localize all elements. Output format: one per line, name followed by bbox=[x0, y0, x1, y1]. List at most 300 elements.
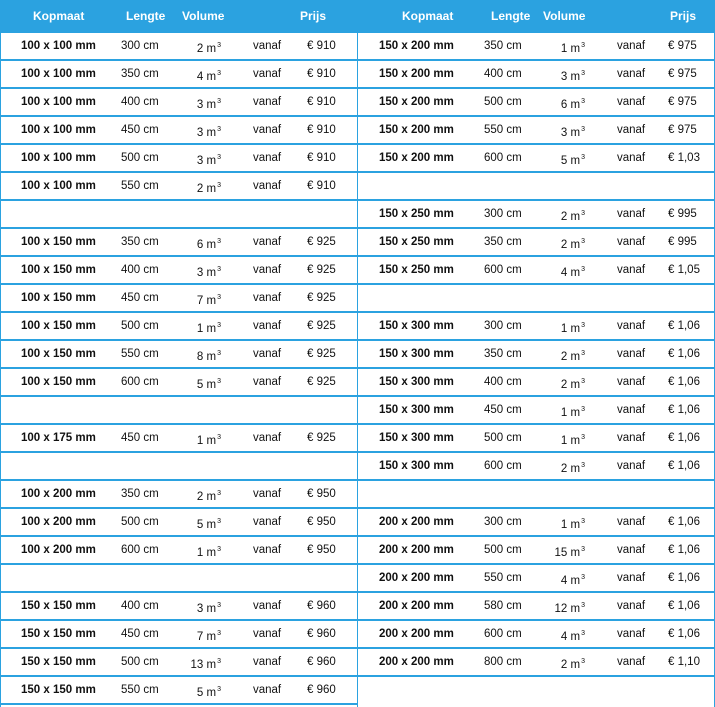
lengte-cell: 600 cm bbox=[484, 152, 522, 164]
lengte-cell: 300 cm bbox=[484, 320, 522, 332]
kopmaat-cell: 100 x 150 mm bbox=[21, 320, 96, 332]
kopmaat-cell: 150 x 300 mm bbox=[379, 376, 454, 388]
kopmaat-cell: 100 x 150 mm bbox=[21, 376, 96, 388]
cubic-exponent: 3 bbox=[217, 126, 221, 133]
vanaf-cell: vanaf bbox=[617, 432, 646, 444]
volume-value: 7 m bbox=[196, 631, 217, 643]
cubic-exponent: 3 bbox=[581, 322, 585, 329]
volume-cell bbox=[561, 145, 585, 171]
volume-value: 15 m bbox=[554, 547, 581, 559]
kopmaat-cell: 100 x 100 mm bbox=[21, 40, 96, 52]
table-header bbox=[0, 0, 715, 33]
kopmaat-cell: 150 x 300 mm bbox=[379, 320, 454, 332]
table-row bbox=[358, 369, 714, 397]
volume-cell bbox=[197, 341, 221, 367]
table-row bbox=[358, 117, 714, 145]
prijs-cell: € 975 bbox=[668, 124, 697, 136]
table-row bbox=[1, 649, 357, 677]
cubic-exponent: 3 bbox=[217, 490, 221, 497]
table-row bbox=[1, 229, 357, 257]
cubic-exponent: 3 bbox=[581, 406, 585, 413]
volume-value: 8 m bbox=[196, 351, 217, 363]
vanaf-cell: vanaf bbox=[617, 208, 646, 220]
vanaf-cell: vanaf bbox=[253, 320, 282, 332]
table-row bbox=[358, 145, 714, 173]
kopmaat-cell: 150 x 200 mm bbox=[379, 96, 454, 108]
volume-cell bbox=[561, 89, 585, 115]
prijs-cell: € 910 bbox=[307, 124, 336, 136]
table-row bbox=[358, 201, 714, 229]
table-row bbox=[358, 341, 714, 369]
table-row bbox=[1, 341, 357, 369]
lengte-cell: 450 cm bbox=[121, 628, 159, 640]
vanaf-cell: vanaf bbox=[253, 656, 282, 668]
cubic-exponent: 3 bbox=[217, 238, 221, 245]
header-prijs-right: Prijs bbox=[670, 9, 697, 23]
volume-cell bbox=[561, 33, 585, 59]
lengte-cell: 350 cm bbox=[121, 68, 159, 80]
kopmaat-cell: 100 x 150 mm bbox=[21, 292, 96, 304]
volume-cell bbox=[561, 565, 585, 591]
lengte-cell: 450 cm bbox=[484, 404, 522, 416]
prijs-cell: € 975 bbox=[668, 96, 697, 108]
cubic-exponent: 3 bbox=[217, 434, 221, 441]
cubic-exponent: 3 bbox=[581, 546, 585, 553]
volume-value: 3 m bbox=[196, 603, 217, 615]
prijs-cell: € 950 bbox=[307, 488, 336, 500]
cubic-exponent: 3 bbox=[217, 154, 221, 161]
table-row bbox=[1, 89, 357, 117]
kopmaat-cell: 100 x 100 mm bbox=[21, 96, 96, 108]
prijs-cell: € 910 bbox=[307, 180, 336, 192]
volume-value: 2 m bbox=[196, 183, 217, 195]
kopmaat-cell: 100 x 200 mm bbox=[21, 488, 96, 500]
cubic-exponent: 3 bbox=[581, 70, 585, 77]
kopmaat-cell: 150 x 250 mm bbox=[379, 264, 454, 276]
prijs-cell: € 950 bbox=[307, 516, 336, 528]
volume-cell bbox=[197, 61, 221, 87]
volume-cell bbox=[197, 369, 221, 395]
table-row-empty bbox=[1, 201, 357, 229]
kopmaat-cell: 150 x 200 mm bbox=[379, 68, 454, 80]
lengte-cell: 400 cm bbox=[121, 96, 159, 108]
vanaf-cell: vanaf bbox=[253, 544, 282, 556]
volume-value: 2 m bbox=[560, 239, 581, 251]
volume-value: 1 m bbox=[560, 43, 581, 55]
vanaf-cell: vanaf bbox=[253, 684, 282, 696]
vanaf-cell: vanaf bbox=[253, 376, 282, 388]
volume-cell bbox=[197, 257, 221, 283]
vanaf-cell: vanaf bbox=[617, 68, 646, 80]
kopmaat-cell: 150 x 300 mm bbox=[379, 460, 454, 472]
table-row bbox=[1, 425, 357, 453]
lengte-cell: 600 cm bbox=[484, 628, 522, 640]
table-row bbox=[358, 537, 714, 565]
vanaf-cell: vanaf bbox=[617, 96, 646, 108]
table-row-empty bbox=[358, 285, 714, 313]
lengte-cell: 350 cm bbox=[484, 40, 522, 52]
volume-value: 1 m bbox=[196, 547, 217, 559]
lengte-cell: 500 cm bbox=[484, 544, 522, 556]
lengte-cell: 400 cm bbox=[484, 68, 522, 80]
vanaf-cell: vanaf bbox=[617, 320, 646, 332]
table-row bbox=[1, 621, 357, 649]
volume-value: 2 m bbox=[560, 351, 581, 363]
kopmaat-cell: 100 x 200 mm bbox=[21, 544, 96, 556]
prijs-cell: € 1,06 bbox=[668, 628, 700, 640]
vanaf-cell: vanaf bbox=[617, 544, 646, 556]
volume-value: 1 m bbox=[196, 323, 217, 335]
kopmaat-cell: 150 x 150 mm bbox=[21, 600, 96, 612]
kopmaat-cell: 150 x 300 mm bbox=[379, 432, 454, 444]
cubic-exponent: 3 bbox=[217, 518, 221, 525]
lengte-cell: 500 cm bbox=[121, 152, 159, 164]
volume-value: 2 m bbox=[560, 463, 581, 475]
prijs-cell: € 950 bbox=[307, 544, 336, 556]
prijs-cell: € 925 bbox=[307, 292, 336, 304]
cubic-exponent: 3 bbox=[581, 574, 585, 581]
volume-value: 7 m bbox=[196, 295, 217, 307]
vanaf-cell: vanaf bbox=[253, 600, 282, 612]
kopmaat-cell: 200 x 200 mm bbox=[379, 628, 454, 640]
table-row bbox=[1, 285, 357, 313]
table-row bbox=[1, 117, 357, 145]
kopmaat-cell: 150 x 200 mm bbox=[379, 124, 454, 136]
prijs-cell: € 1,06 bbox=[668, 376, 700, 388]
volume-value: 4 m bbox=[196, 71, 217, 83]
table-row bbox=[1, 313, 357, 341]
cubic-exponent: 3 bbox=[581, 238, 585, 245]
volume-value: 3 m bbox=[560, 127, 581, 139]
prijs-cell: € 960 bbox=[307, 656, 336, 668]
volume-value: 5 m bbox=[196, 687, 217, 699]
prijs-cell: € 925 bbox=[307, 236, 336, 248]
lengte-cell: 550 cm bbox=[121, 348, 159, 360]
vanaf-cell: vanaf bbox=[617, 572, 646, 584]
volume-value: 1 m bbox=[560, 435, 581, 447]
lengte-cell: 450 cm bbox=[121, 432, 159, 444]
prijs-cell: € 1,06 bbox=[668, 320, 700, 332]
vanaf-cell: vanaf bbox=[253, 264, 282, 276]
vanaf-cell: vanaf bbox=[253, 68, 282, 80]
cubic-exponent: 3 bbox=[581, 462, 585, 469]
cubic-exponent: 3 bbox=[581, 210, 585, 217]
cubic-exponent: 3 bbox=[581, 266, 585, 273]
volume-value: 4 m bbox=[560, 575, 581, 587]
cubic-exponent: 3 bbox=[581, 98, 585, 105]
vanaf-cell: vanaf bbox=[617, 236, 646, 248]
volume-cell bbox=[197, 509, 221, 535]
cubic-exponent: 3 bbox=[217, 602, 221, 609]
right-table bbox=[357, 33, 715, 707]
volume-cell bbox=[561, 509, 585, 535]
lengte-cell: 550 cm bbox=[484, 124, 522, 136]
volume-value: 2 m bbox=[560, 211, 581, 223]
prijs-cell: € 925 bbox=[307, 432, 336, 444]
cubic-exponent: 3 bbox=[581, 518, 585, 525]
kopmaat-cell: 150 x 150 mm bbox=[21, 656, 96, 668]
volume-cell bbox=[561, 369, 585, 395]
cubic-exponent: 3 bbox=[217, 182, 221, 189]
cubic-exponent: 3 bbox=[217, 322, 221, 329]
volume-cell bbox=[561, 341, 585, 367]
kopmaat-cell: 100 x 150 mm bbox=[21, 348, 96, 360]
volume-cell bbox=[197, 33, 221, 59]
volume-cell bbox=[561, 453, 585, 479]
cubic-exponent: 3 bbox=[217, 686, 221, 693]
lengte-cell: 350 cm bbox=[484, 348, 522, 360]
volume-cell bbox=[561, 649, 585, 675]
prijs-cell: € 925 bbox=[307, 264, 336, 276]
table-row bbox=[1, 481, 357, 509]
volume-cell bbox=[561, 621, 585, 647]
lengte-cell: 500 cm bbox=[121, 516, 159, 528]
volume-cell bbox=[197, 89, 221, 115]
volume-cell bbox=[561, 425, 585, 451]
vanaf-cell: vanaf bbox=[617, 124, 646, 136]
cubic-exponent: 3 bbox=[581, 42, 585, 49]
prijs-cell: € 975 bbox=[668, 68, 697, 80]
vanaf-cell: vanaf bbox=[253, 124, 282, 136]
volume-value: 1 m bbox=[560, 407, 581, 419]
volume-cell bbox=[561, 117, 585, 143]
table-row bbox=[358, 565, 714, 593]
prijs-cell: € 960 bbox=[307, 684, 336, 696]
table-row-empty bbox=[1, 397, 357, 425]
table-row bbox=[358, 621, 714, 649]
vanaf-cell: vanaf bbox=[253, 40, 282, 52]
kopmaat-cell: 150 x 300 mm bbox=[379, 404, 454, 416]
vanaf-cell: vanaf bbox=[617, 460, 646, 472]
volume-value: 1 m bbox=[196, 435, 217, 447]
volume-cell bbox=[555, 537, 585, 563]
cubic-exponent: 3 bbox=[581, 350, 585, 357]
table-row bbox=[358, 61, 714, 89]
table-row bbox=[358, 33, 714, 61]
cubic-exponent: 3 bbox=[581, 434, 585, 441]
vanaf-cell: vanaf bbox=[617, 40, 646, 52]
cubic-exponent: 3 bbox=[217, 630, 221, 637]
lengte-cell: 600 cm bbox=[484, 264, 522, 276]
prijs-cell: € 960 bbox=[307, 600, 336, 612]
table-row bbox=[1, 537, 357, 565]
cubic-exponent: 3 bbox=[217, 546, 221, 553]
vanaf-cell: vanaf bbox=[253, 348, 282, 360]
volume-value: 5 m bbox=[196, 519, 217, 531]
header-volume-right: Volume bbox=[543, 9, 586, 23]
volume-cell bbox=[197, 593, 221, 619]
table-row-empty bbox=[358, 481, 714, 509]
kopmaat-cell: 200 x 200 mm bbox=[379, 600, 454, 612]
left-table bbox=[0, 33, 358, 707]
table-row bbox=[358, 89, 714, 117]
vanaf-cell: vanaf bbox=[617, 404, 646, 416]
table-row-empty bbox=[358, 173, 714, 201]
lengte-cell: 400 cm bbox=[121, 264, 159, 276]
prijs-cell: € 1,06 bbox=[668, 572, 700, 584]
vanaf-cell: vanaf bbox=[617, 152, 646, 164]
volume-value: 3 m bbox=[196, 127, 217, 139]
volume-value: 3 m bbox=[196, 155, 217, 167]
volume-cell bbox=[197, 117, 221, 143]
volume-value: 3 m bbox=[560, 71, 581, 83]
header-volume-left: Volume bbox=[182, 9, 225, 23]
cubic-exponent: 3 bbox=[217, 294, 221, 301]
cubic-exponent: 3 bbox=[581, 658, 585, 665]
lengte-cell: 600 cm bbox=[121, 544, 159, 556]
table-row bbox=[358, 649, 714, 677]
volume-cell bbox=[561, 313, 585, 339]
kopmaat-cell: 150 x 250 mm bbox=[379, 208, 454, 220]
lengte-cell: 500 cm bbox=[121, 656, 159, 668]
volume-cell bbox=[197, 145, 221, 171]
volume-value: 4 m bbox=[560, 267, 581, 279]
vanaf-cell: vanaf bbox=[617, 656, 646, 668]
volume-value: 2 m bbox=[196, 491, 217, 503]
lengte-cell: 550 cm bbox=[121, 684, 159, 696]
kopmaat-cell: 100 x 150 mm bbox=[21, 236, 96, 248]
prijs-cell: € 1,06 bbox=[668, 544, 700, 556]
lengte-cell: 350 cm bbox=[484, 236, 522, 248]
lengte-cell: 300 cm bbox=[484, 208, 522, 220]
volume-cell bbox=[197, 537, 221, 563]
vanaf-cell: vanaf bbox=[253, 292, 282, 304]
table-row bbox=[358, 257, 714, 285]
table-row bbox=[1, 369, 357, 397]
kopmaat-cell: 150 x 200 mm bbox=[379, 152, 454, 164]
kopmaat-cell: 200 x 200 mm bbox=[379, 544, 454, 556]
cubic-exponent: 3 bbox=[217, 658, 221, 665]
vanaf-cell: vanaf bbox=[253, 180, 282, 192]
header-lengte-left: Lengte bbox=[126, 9, 166, 23]
prijs-cell: € 975 bbox=[668, 40, 697, 52]
kopmaat-cell: 100 x 100 mm bbox=[21, 180, 96, 192]
volume-cell bbox=[561, 257, 585, 283]
vanaf-cell: vanaf bbox=[253, 236, 282, 248]
kopmaat-cell: 100 x 150 mm bbox=[21, 264, 96, 276]
table-row bbox=[358, 425, 714, 453]
lengte-cell: 550 cm bbox=[121, 180, 159, 192]
table-row bbox=[358, 313, 714, 341]
cubic-exponent: 3 bbox=[217, 266, 221, 273]
prijs-cell: € 910 bbox=[307, 40, 336, 52]
lengte-cell: 400 cm bbox=[484, 376, 522, 388]
lengte-cell: 350 cm bbox=[121, 488, 159, 500]
prijs-cell: € 910 bbox=[307, 68, 336, 80]
volume-cell bbox=[197, 173, 221, 199]
lengte-cell: 600 cm bbox=[484, 460, 522, 472]
volume-value: 6 m bbox=[196, 239, 217, 251]
kopmaat-cell: 100 x 175 mm bbox=[21, 432, 96, 444]
vanaf-cell: vanaf bbox=[617, 376, 646, 388]
prijs-cell: € 960 bbox=[307, 628, 336, 640]
volume-value: 13 m bbox=[190, 659, 217, 671]
lengte-cell: 300 cm bbox=[121, 40, 159, 52]
kopmaat-cell: 100 x 100 mm bbox=[21, 152, 96, 164]
table-row bbox=[1, 173, 357, 201]
volume-value: 6 m bbox=[560, 99, 581, 111]
prijs-cell: € 1,10 bbox=[668, 656, 700, 668]
prijs-cell: € 1,06 bbox=[668, 348, 700, 360]
volume-cell bbox=[197, 481, 221, 507]
vanaf-cell: vanaf bbox=[253, 96, 282, 108]
table-row-empty bbox=[1, 565, 357, 593]
kopmaat-cell: 150 x 300 mm bbox=[379, 348, 454, 360]
table-row bbox=[1, 677, 357, 705]
lengte-cell: 300 cm bbox=[484, 516, 522, 528]
lengte-cell: 580 cm bbox=[484, 600, 522, 612]
volume-cell bbox=[197, 285, 221, 311]
kopmaat-cell: 200 x 200 mm bbox=[379, 516, 454, 528]
kopmaat-cell: 150 x 200 mm bbox=[379, 40, 454, 52]
kopmaat-cell: 100 x 100 mm bbox=[21, 68, 96, 80]
table-row bbox=[1, 61, 357, 89]
cubic-exponent: 3 bbox=[581, 126, 585, 133]
volume-cell bbox=[197, 229, 221, 255]
table-row bbox=[358, 229, 714, 257]
lengte-cell: 450 cm bbox=[121, 292, 159, 304]
vanaf-cell: vanaf bbox=[253, 152, 282, 164]
lengte-cell: 400 cm bbox=[121, 600, 159, 612]
kopmaat-cell: 150 x 150 mm bbox=[21, 628, 96, 640]
table-row bbox=[1, 145, 357, 173]
cubic-exponent: 3 bbox=[581, 630, 585, 637]
prijs-cell: € 1,06 bbox=[668, 516, 700, 528]
table-row bbox=[1, 257, 357, 285]
prijs-cell: € 925 bbox=[307, 376, 336, 388]
volume-value: 3 m bbox=[196, 99, 217, 111]
volume-cell bbox=[561, 201, 585, 227]
header-kopmaat-left: Kopmaat bbox=[33, 9, 85, 23]
table-row bbox=[358, 509, 714, 537]
volume-cell bbox=[197, 621, 221, 647]
cubic-exponent: 3 bbox=[217, 42, 221, 49]
cubic-exponent: 3 bbox=[581, 154, 585, 161]
header-kopmaat-right: Kopmaat bbox=[402, 9, 454, 23]
volume-value: 2 m bbox=[560, 379, 581, 391]
prijs-cell: € 995 bbox=[668, 208, 697, 220]
vanaf-cell: vanaf bbox=[253, 488, 282, 500]
table-row bbox=[1, 509, 357, 537]
kopmaat-cell: 100 x 100 mm bbox=[21, 124, 96, 136]
volume-value: 2 m bbox=[196, 43, 217, 55]
table-row bbox=[358, 593, 714, 621]
volume-cell bbox=[197, 313, 221, 339]
lengte-cell: 800 cm bbox=[484, 656, 522, 668]
prijs-cell: € 1,03 bbox=[668, 152, 700, 164]
prijs-cell: € 925 bbox=[307, 320, 336, 332]
cubic-exponent: 3 bbox=[217, 70, 221, 77]
vanaf-cell: vanaf bbox=[617, 348, 646, 360]
volume-cell bbox=[561, 229, 585, 255]
volume-value: 1 m bbox=[560, 519, 581, 531]
cubic-exponent: 3 bbox=[581, 378, 585, 385]
prijs-cell: € 1,06 bbox=[668, 460, 700, 472]
lengte-cell: 500 cm bbox=[121, 320, 159, 332]
cubic-exponent: 3 bbox=[581, 602, 585, 609]
prijs-cell: € 1,06 bbox=[668, 404, 700, 416]
volume-cell bbox=[197, 677, 221, 703]
vanaf-cell: vanaf bbox=[253, 432, 282, 444]
kopmaat-cell: 100 x 200 mm bbox=[21, 516, 96, 528]
volume-value: 3 m bbox=[196, 267, 217, 279]
vanaf-cell: vanaf bbox=[617, 516, 646, 528]
cubic-exponent: 3 bbox=[217, 378, 221, 385]
kopmaat-cell: 150 x 250 mm bbox=[379, 236, 454, 248]
vanaf-cell: vanaf bbox=[617, 264, 646, 276]
header-prijs-left: Prijs bbox=[300, 9, 327, 23]
volume-cell bbox=[191, 649, 221, 675]
